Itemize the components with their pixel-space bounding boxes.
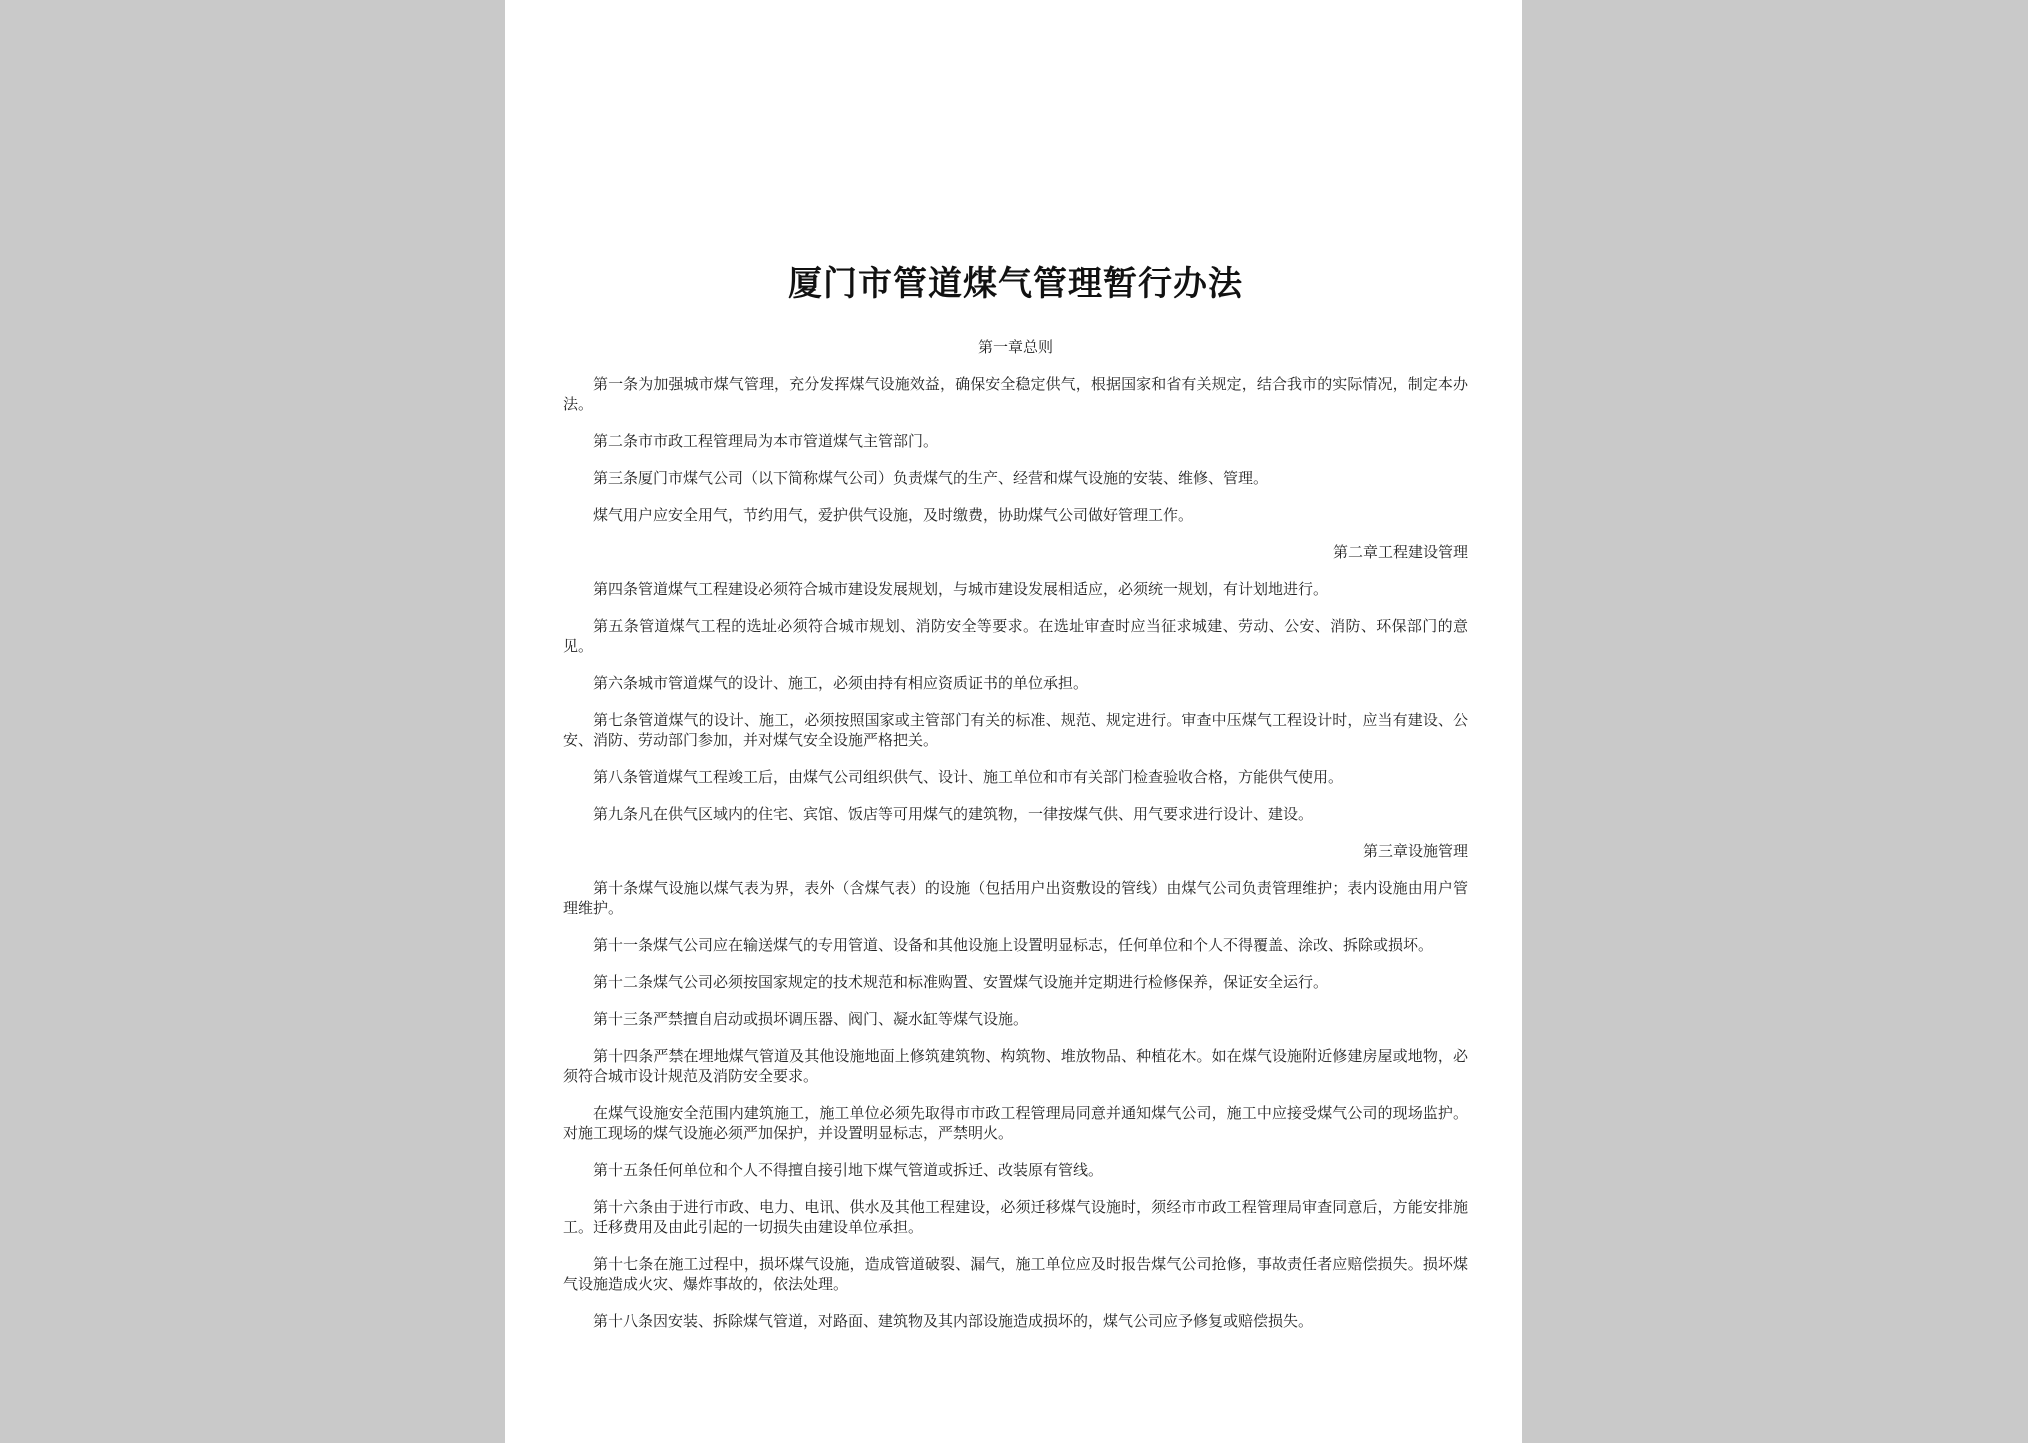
article-paragraph: 第二条市市政工程管理局为本市管道煤气主管部门。 <box>593 432 939 450</box>
article-paragraph: 第三条厦门市煤气公司（以下简称煤气公司）负责煤气的生产、经营和煤气设施的安装、维修、管理。 <box>593 469 1269 487</box>
article-paragraph: 煤气用户应安全用气，节约用气，爱护供气设施，及时缴费，协助煤气公司做好管理工作。 <box>593 506 1194 524</box>
article-paragraph: 第九条凡在供气区域内的住宅、宾馆、饭店等可用煤气的建筑物，一律按煤气供、用气要求进行设计、建设。 <box>593 805 1314 823</box>
chapter-heading: 第一章总则 <box>977 338 1053 356</box>
article-paragraph: 第十八条因安装、拆除煤气管道，对路面、建筑物及其内部设施造成损坏的，煤气公司应予修复或赔偿损失。 <box>593 1312 1314 1330</box>
article-paragraph: 第十四条严禁在埋地煤气管道及其他设施地面上修筑建筑物、构筑物、堆放物品、种植花木。如在煤气设施附近修建房屋或地物，必须符合城市设计规范及消防安全要求。 <box>563 1047 1468 1085</box>
article-paragraph: 第十七条在施工过程中，损坏煤气设施，造成管道破裂、漏气，施工单位应及时报告煤气公司抢修，事故责任者应赔偿损失。损坏煤气设施造成火灾、爆炸事故的，依法处理。 <box>563 1255 1468 1293</box>
document-page <box>505 0 1522 1443</box>
article-paragraph: 第四条管道煤气工程建设必须符合城市建设发展规划，与城市建设发展相适应，必须统一规划，有计划地进行。 <box>593 580 1329 598</box>
document-title: 厦门市管道煤气管理暂行办法 <box>788 264 1243 304</box>
article-paragraph: 第十六条由于进行市政、电力、电讯、供水及其他工程建设，必须迁移煤气设施时，须经市市政工程管理局审查同意后，方能安排施工。迁移费用及由此引起的一切损失由建设单位承担。 <box>563 1198 1468 1236</box>
article-paragraph: 第十五条任何单位和个人不得擅自接引地下煤气管道或拆迁、改装原有管线。 <box>593 1161 1104 1179</box>
article-paragraph: 第一条为加强城市煤气管理，充分发挥煤气设施效益，确保安全稳定供气，根据国家和省有关规定，结合我市的实际情况，制定本办法。 <box>563 375 1468 413</box>
article-paragraph: 第六条城市管道煤气的设计、施工，必须由持有相应资质证书的单位承担。 <box>593 674 1089 692</box>
article-paragraph: 第七条管道煤气的设计、施工，必须按照国家或主管部门有关的标准、规范、规定进行。审查中压煤气工程设计时，应当有建设、公安、消防、劳动部门参加，并对煤气安全设施严格把关。 <box>563 711 1468 749</box>
article-paragraph: 第十三条严禁擅自启动或损坏调压器、阀门、凝水缸等煤气设施。 <box>593 1010 1029 1028</box>
article-paragraph: 第八条管道煤气工程竣工后，由煤气公司组织供气、设计、施工单位和市有关部门检查验收合格，方能供气使用。 <box>593 768 1344 786</box>
chapter-heading: 第二章工程建设管理 <box>1332 543 1468 561</box>
article-paragraph: 第十一条煤气公司应在输送煤气的专用管道、设备和其他设施上设置明显标志，任何单位和个人不得覆盖、涂改、拆除或损坏。 <box>593 936 1434 954</box>
chapter-heading: 第三章设施管理 <box>1362 842 1468 860</box>
article-paragraph: 在煤气设施安全范围内建筑施工，施工单位必须先取得市市政工程管理局同意并通知煤气公司，施工中应接受煤气公司的现场监护。对施工现场的煤气设施必须严加保护，并设置明显标志，严禁明火。 <box>563 1104 1468 1142</box>
article-paragraph: 第十二条煤气公司必须按国家规定的技术规范和标准购置、安置煤气设施并定期进行检修保养，保证安全运行。 <box>593 973 1329 991</box>
document-body <box>563 337 1468 1348</box>
article-paragraph: 第五条管道煤气工程的选址必须符合城市规划、消防安全等要求。在选址审查时应当征求城建、劳动、公安、消防、环保部门的意见。 <box>563 617 1468 655</box>
article-paragraph: 第十条煤气设施以煤气表为界，表外（含煤气表）的设施（包括用户出资敷设的管线）由煤气公司负责管理维护；表内设施由用户管理维护。 <box>563 879 1468 917</box>
